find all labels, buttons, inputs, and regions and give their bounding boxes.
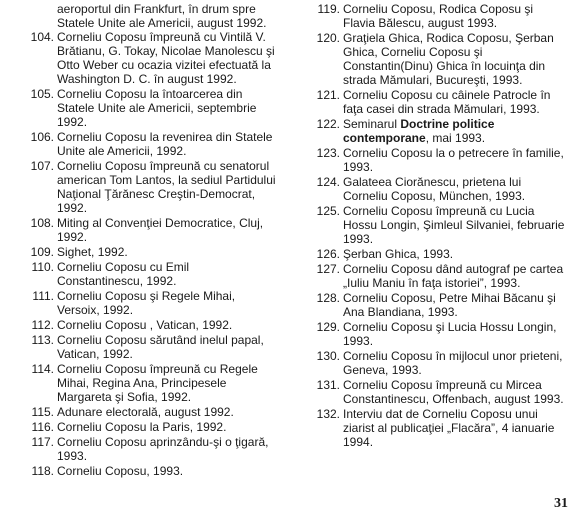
list-item	[14, 30, 276, 86]
list-item	[14, 130, 276, 158]
item-number: 106.	[30, 130, 54, 144]
item-caption: Corneliu Coposu, 1993.	[57, 464, 184, 478]
caption-prefix: Seminarul	[343, 117, 401, 131]
list-item	[14, 245, 276, 259]
item-caption: Corneliu Coposu la întoarcerea din Statele Unite ale Americii, septembrie 1992.	[57, 87, 257, 129]
item-caption: Şerban Ghica, 1993.	[343, 247, 454, 261]
list-item	[300, 407, 568, 449]
caption-suffix: , mai 1993.	[425, 131, 486, 145]
item-number: 108.	[30, 216, 54, 230]
list-item	[300, 291, 568, 319]
list-item	[300, 2, 568, 30]
item-caption: Corneliu Coposu, Petre Mihai Băcanu şi Ana Blandiana, 1993.	[343, 291, 556, 319]
item-number: 128.	[316, 291, 340, 305]
item-number: 114.	[31, 362, 54, 376]
item-number: 118.	[31, 464, 54, 478]
list-item	[14, 362, 276, 404]
list-item	[300, 378, 568, 406]
item-caption: Corneliu Coposu şi Regele Mihai, Versoix, 1992.	[57, 289, 236, 317]
item-number: 115.	[31, 405, 54, 419]
item-number: 120.	[316, 31, 340, 45]
item-number: 116.	[31, 420, 54, 434]
list-item	[300, 262, 568, 290]
item-caption: Galateea Ciorănescu, prietena lui Corneliu Coposu, München, 1993.	[343, 175, 526, 203]
item-number: 122.	[316, 117, 340, 131]
item-caption: Corneliu Coposu dând autograf pe cartea „Iuliu Maniu în faţa istoriei”, 1993.	[343, 262, 564, 290]
item-number: 105.	[30, 87, 54, 101]
item-caption: Corneliu Coposu la revenirea din Statele Unite ale Americii, 1992.	[57, 130, 273, 158]
item-caption: Corneliu Coposu împreună cu Lucia Hossu Longin, Şimleul Silvaniei, februarie 1993.	[343, 204, 565, 246]
list-item	[300, 204, 568, 246]
item-caption: Corneliu Coposu cu Emil Constantinescu, 1992.	[57, 260, 190, 288]
item-number: 132.	[316, 407, 340, 421]
list-item	[300, 117, 568, 145]
item-caption: Corneliu Coposu , Vatican, 1992.	[57, 318, 233, 332]
list-item	[14, 216, 276, 244]
item-caption: Interviu dat de Corneliu Coposu unui ziarist al publicaţiei „Flacăra”, 4 ianuarie 1994.	[343, 407, 555, 449]
list-item	[14, 318, 276, 332]
continuation-text: aeroportul din Frankfurt, în drum spre Statele Unite ale Americii, august 1992.	[57, 2, 267, 30]
left-column	[14, 2, 276, 479]
item-number: 127.	[316, 262, 340, 276]
item-caption: Corneliu Coposu împreună cu Vintilă V. Brătianu, G. Tokay, Nicolae Manolescu şi Otto Weber cu ocazia vizitei efectuată la Washington D. C. în august 1992.	[57, 30, 275, 86]
item-number: 121.	[316, 88, 340, 102]
list-item	[14, 87, 276, 129]
item-caption: Corneliu Coposu împreună cu Mircea Constantinescu, Offenbach, august 1993.	[343, 378, 564, 406]
item-number: 110.	[31, 260, 54, 274]
item-caption: Corneliu Coposu, Rodica Coposu şi Flavia Bălescu, august 1993.	[343, 2, 534, 30]
list-item	[300, 247, 568, 261]
item-caption: Corneliu Coposu sărutând inelul papal, Vatican, 1992.	[57, 333, 264, 361]
item-number: 125.	[316, 204, 340, 218]
item-caption: Sighet, 1992.	[57, 245, 128, 259]
item-caption: Corneliu Coposu aprinzându-şi o ţigară, 1993.	[57, 435, 269, 463]
item-number: 119.	[317, 2, 340, 16]
item-caption: Corneliu Coposu în mijlocul unor prieteni, Geneva, 1993.	[343, 349, 563, 377]
list-item	[300, 88, 568, 116]
list-item	[14, 464, 276, 478]
item-caption: Corneliu Coposu cu câinele Patrocle în faţa casei din strada Mămulari, 1993.	[343, 88, 551, 116]
right-column	[300, 2, 568, 450]
list-item	[14, 420, 276, 434]
list-item	[300, 175, 568, 203]
item-number: 107.	[30, 159, 54, 173]
item-number: 112.	[31, 318, 54, 332]
list-item	[300, 31, 568, 87]
item-number: 113.	[31, 333, 54, 347]
item-caption: Adunare electorală, august 1992.	[57, 405, 234, 419]
item-number: 129.	[316, 320, 340, 334]
item-number: 131.	[316, 378, 340, 392]
item-number: 104.	[30, 30, 54, 44]
item-number: 123.	[316, 146, 340, 160]
list-item	[14, 435, 276, 463]
list-item	[14, 159, 276, 215]
item-number: 130.	[316, 349, 340, 363]
item-number: 126.	[316, 247, 340, 261]
list-item	[14, 333, 276, 361]
list-item	[14, 260, 276, 288]
seminar-title: Doctrine politice contemporane	[343, 117, 495, 145]
list-item	[300, 320, 568, 348]
list-item	[300, 349, 568, 377]
item-number: 124.	[316, 175, 340, 189]
item-caption: Corneliu Coposu împreună cu Regele Mihai, Regina Ana, Principesele Margareta şi Sofia, 1992.	[57, 362, 258, 404]
list-item	[14, 289, 276, 317]
item-caption: Corneliu Coposu şi Lucia Hossu Longin, 1993.	[343, 320, 557, 348]
item-number: 109.	[30, 245, 54, 259]
page-number: 31	[554, 496, 568, 511]
item-caption: Graţiela Ghica, Rodica Coposu, Şerban Ghica, Corneliu Coposu şi Constantin(Dinu) Ghica în locuinţa din strada Mămulari, Bucureşti, 1993.	[343, 31, 554, 87]
list-item	[300, 146, 568, 174]
list-item	[14, 405, 276, 419]
item-caption	[343, 117, 568, 145]
item-caption: Corneliu Coposu la Paris, 1992.	[57, 420, 227, 434]
item-number: 111.	[32, 289, 54, 303]
item-caption: Miting al Convenţiei Democratice, Cluj, 1992.	[57, 216, 264, 244]
item-caption: Corneliu Coposu împreună cu senatorul american Tom Lantos, la sediul Partidului Naţional Ţărănesc Creştin-Democrat, 1992.	[57, 159, 276, 215]
item-caption: Corneliu Coposu la o petrecere în familie, 1993.	[343, 146, 564, 174]
item-number: 117.	[31, 435, 54, 449]
